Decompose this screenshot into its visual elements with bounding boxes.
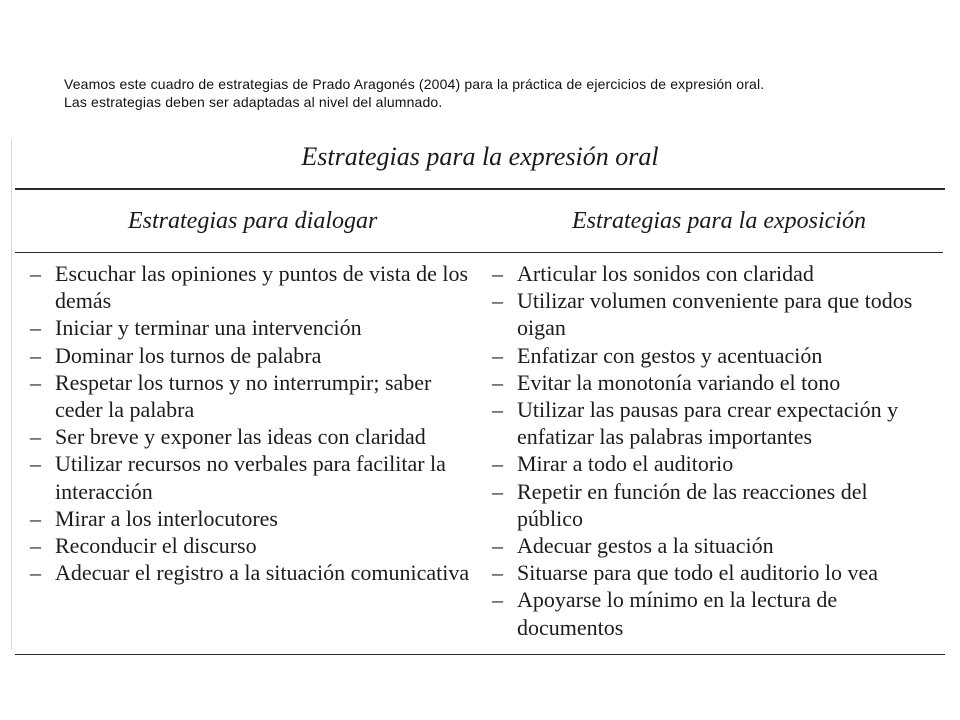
list-item bbox=[30, 450, 470, 504]
bullet-dash: – bbox=[30, 342, 41, 368]
list-item bbox=[492, 369, 932, 396]
list-item bbox=[30, 369, 470, 423]
list-item-text: Utilizar recursos no verbales para facilitar la interacción bbox=[55, 451, 446, 504]
list-item-text: Repetir en función de las reacciones del público bbox=[517, 478, 868, 531]
bullet-dash: – bbox=[492, 397, 503, 423]
bullet-dash: – bbox=[30, 315, 41, 341]
list-item-text: Utilizar las pausas para crear expectación y enfatizar las palabras importantes bbox=[517, 397, 899, 450]
bullet-dash: – bbox=[492, 478, 503, 504]
list-item-text: Iniciar y terminar una intervención bbox=[55, 315, 362, 341]
list-item bbox=[492, 559, 932, 586]
list-item-text: Situarse para que todo el auditorio lo vea bbox=[517, 560, 879, 586]
bullet-dash: – bbox=[30, 424, 41, 450]
list-item bbox=[30, 505, 470, 532]
list-item-text: Adecuar el registro a la situación comunicativa bbox=[55, 560, 470, 586]
bullet-dash: – bbox=[492, 342, 503, 368]
intro-line-1: Veamos este cuadro de estrategias de Prado Aragonés (2004) para la práctica de ejercicios de expresión oral. bbox=[64, 76, 765, 92]
list-item bbox=[492, 586, 932, 640]
list-item bbox=[30, 342, 470, 369]
list-item bbox=[30, 314, 470, 341]
list-item-text: Escuchar las opiniones y puntos de vista de los demás bbox=[55, 261, 469, 314]
list-item-text: Adecuar gestos a la situación bbox=[517, 533, 774, 559]
table-title: Estrategias para la expresión oral bbox=[301, 142, 659, 171]
bullet-dash: – bbox=[30, 560, 41, 586]
list-item-text: Articular los sonidos con claridad bbox=[517, 261, 814, 286]
list-item bbox=[492, 450, 932, 477]
bullet-dash: – bbox=[492, 587, 503, 613]
bullet-dash: – bbox=[30, 533, 41, 559]
list-dialogar bbox=[30, 260, 470, 586]
column-heading-exposicion: Estrategias para la exposición bbox=[572, 208, 866, 234]
bullet-dash: – bbox=[492, 451, 503, 477]
list-item-text: Reconducir el discurso bbox=[55, 533, 257, 559]
list-item-text: Enfatizar con gestos y acentuación bbox=[517, 342, 823, 368]
list-item-text: Ser breve y exponer las ideas con claridad bbox=[55, 424, 426, 450]
bullet-dash: – bbox=[30, 505, 41, 531]
bullet-dash: – bbox=[492, 288, 503, 314]
list-item-text: Dominar los turnos de palabra bbox=[55, 342, 322, 368]
list-item bbox=[492, 342, 932, 369]
top-rule bbox=[15, 188, 945, 190]
list-exposicion bbox=[492, 260, 932, 641]
list-item-text: Mirar a los interlocutores bbox=[55, 505, 278, 531]
bullet-dash: – bbox=[492, 533, 503, 559]
list-item-text: Respetar los turnos y no interrumpir; saber ceder la palabra bbox=[55, 369, 432, 423]
list-item-text: Utilizar volumen conveniente para que todos oigan bbox=[517, 288, 913, 341]
list-item bbox=[30, 260, 470, 314]
bullet-dash: – bbox=[492, 560, 503, 586]
list-item bbox=[492, 532, 932, 559]
list-item bbox=[492, 287, 932, 341]
list-item bbox=[492, 478, 932, 532]
list-item bbox=[30, 532, 470, 559]
bullet-dash: – bbox=[492, 369, 503, 395]
bullet-dash: – bbox=[30, 369, 41, 395]
intro-line-2: Las estrategias deben ser adaptadas al nivel del alumnado. bbox=[64, 94, 443, 110]
column-heading-dialogar: Estrategias para dialogar bbox=[128, 208, 378, 234]
list-item bbox=[492, 396, 932, 450]
list-item bbox=[492, 260, 932, 287]
scan-edge bbox=[11, 140, 12, 650]
list-item bbox=[30, 559, 470, 586]
bottom-rule bbox=[15, 654, 945, 655]
bullet-dash: – bbox=[30, 451, 41, 477]
list-item bbox=[30, 423, 470, 450]
list-item-text: Mirar a todo el auditorio bbox=[517, 451, 734, 477]
bullet-dash: – bbox=[30, 261, 41, 286]
list-item-text: Evitar la monotonía variando el tono bbox=[517, 369, 841, 395]
list-item-text: Apoyarse lo mínimo en la lectura de documentos bbox=[517, 587, 838, 640]
header-rule bbox=[15, 252, 943, 253]
bullet-dash: – bbox=[492, 261, 503, 286]
